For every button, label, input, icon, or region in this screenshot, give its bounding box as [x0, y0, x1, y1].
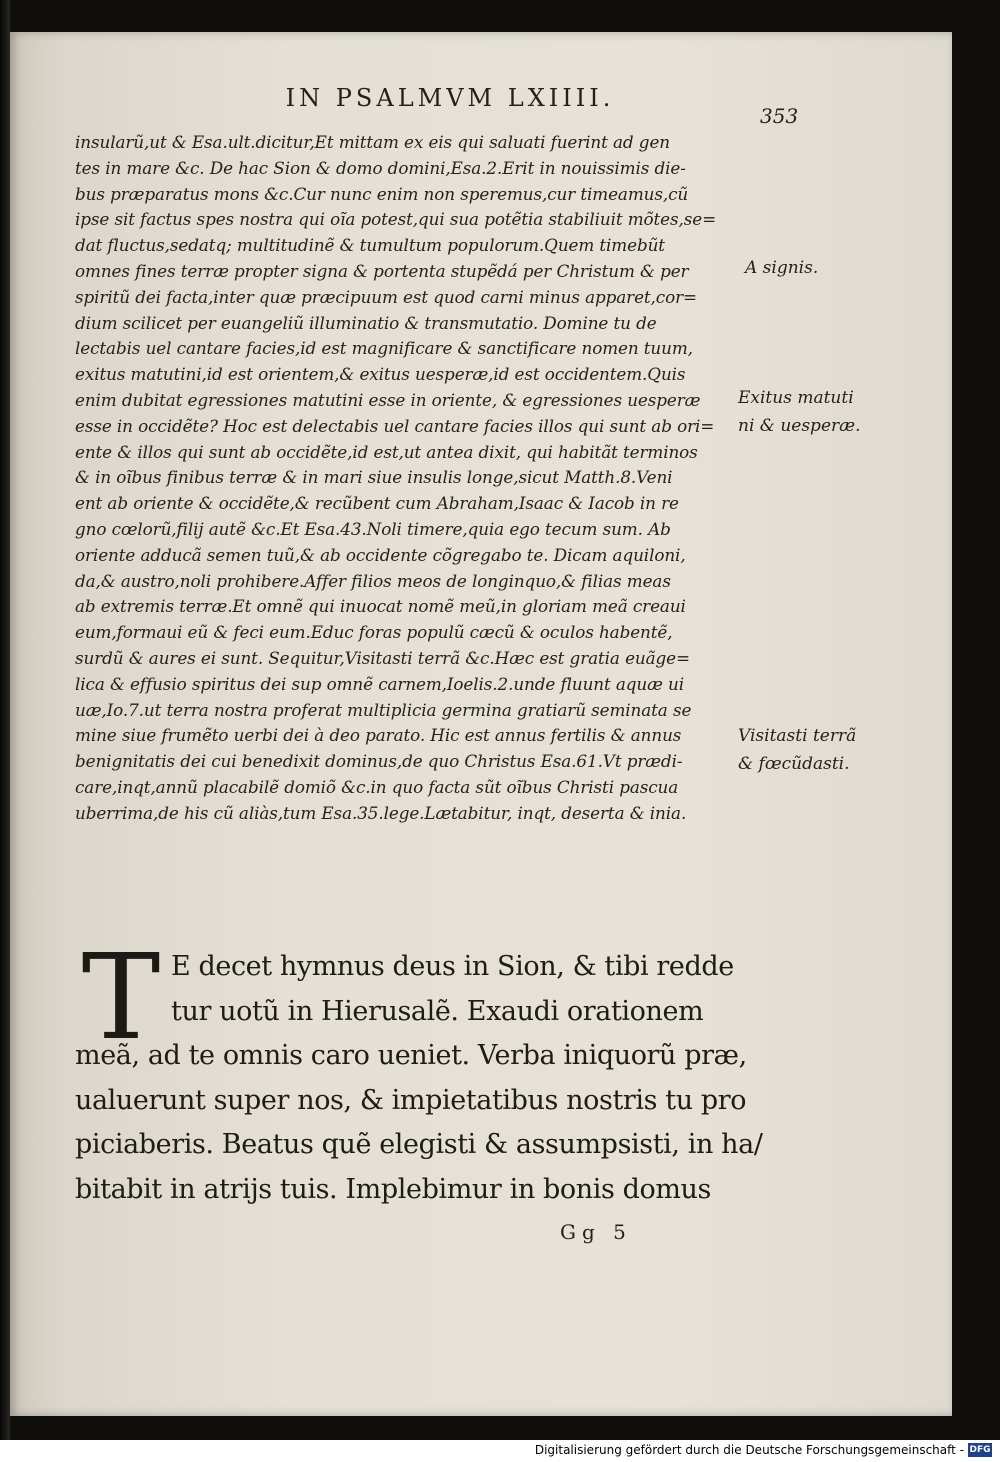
- commentary-line: uæ,Io.7.ut terra nostra proferat multiplicia germina gratiarũ seminata se: [75, 699, 692, 720]
- commentary-line: uberrima,de his cũ aliàs,tum Esa.35.lege.Lætabitur, inqt, deserta & inia.: [75, 802, 687, 823]
- marginal-note-a-signis: [745, 254, 818, 282]
- commentary-line: da,& austro,noli prohibere.Affer filios meos de longinquo,& filias meas: [75, 570, 671, 591]
- binding-edge: [0, 0, 10, 1440]
- commentary-line: lectabis uel cantare facies,id est magnificare & sanctificare nomen tuum,: [75, 338, 693, 359]
- marginal-note-line: & fœcũdasti.: [738, 754, 850, 774]
- commentary-line: ent ab oriente & occidẽte,& recũbent cum Abraham,Isaac & Iacob in re: [75, 493, 679, 514]
- commentary-line: lica & effusio spiritus dei sup omnẽ carnem,Ioelis.2.unde fluunt aquæ ui: [75, 673, 684, 694]
- footer-bar: [0, 1440, 1000, 1462]
- marginal-note-line: A signis.: [745, 258, 819, 278]
- psalm-line: meã, ad te omnis caro ueniet. Verba iniquorũ præ,: [75, 1040, 747, 1071]
- commentary-line: enim dubitat egressiones matutini esse in oriente, & egressiones uesperæ: [75, 389, 701, 410]
- marginal-note-line: Visitasti terrã: [738, 726, 857, 746]
- commentary-line: & in oĩbus finibus terræ & in mari siue insulis longe,sicut Matth.8.Veni: [75, 467, 673, 488]
- marginal-note-visitasti: [738, 722, 856, 778]
- footer-credit: Digitalisierung gefördert durch die Deutsche Forschungsgemeinschaft -: [534, 1443, 964, 1457]
- psalm-text-block: [75, 928, 763, 1212]
- commentary-line: benignitatis dei cui benedixit dominus,de quo Christus Esa.61.Vt prædi-: [75, 751, 683, 772]
- psalm-line: ualuerunt super nos, & impietatibus nostris tu pro: [75, 1084, 747, 1116]
- commentary-line: ente & illos qui sunt ab occidẽte,id est,ut antea dixit, qui habitãt terminos: [75, 441, 698, 462]
- commentary-line: gno cœlorũ,filij autẽ &c.Et Esa.43.Noli timere,quia ego tecum sum. Ab: [75, 518, 671, 539]
- commentary-line: dat fluctus,sedatq; multitudinẽ & tumultum populorum.Quem timebũt: [75, 235, 665, 256]
- signature-mark: Gg 5: [560, 1220, 632, 1244]
- commentary-line: eum,formaui eũ & feci eum.Educ foras populũ cæcũ & oculos habentẽ,: [75, 622, 673, 643]
- marginal-note-line: ni & uesperæ.: [738, 416, 861, 436]
- commentary-line: bus præparatus mons &c.Cur nunc enim non speremus,cur timeamus,cũ: [75, 183, 689, 204]
- decorated-initial: T: [81, 928, 161, 1066]
- commentary-line: surdũ & aures ei sunt. Sequitur,Visitasti terrã &c.Hæc est gratia euãge=: [75, 647, 690, 668]
- folio-number: 353: [760, 104, 799, 128]
- psalm-line: E decet hymnus deus in Sion, & tibi redde: [171, 951, 734, 982]
- commentary-line: oriente adducã semen tuũ,& ab occidente cõgregabo te. Dicam aquiloni,: [75, 544, 686, 565]
- psalm-line: tur uotũ in Hierusalẽ. Exaudi orationem: [171, 995, 704, 1027]
- commentary-line: spiritũ dei facta,inter quæ præcipuum est quod carni minus apparet,cor=: [75, 286, 697, 307]
- marginal-note-exitus: [738, 384, 861, 440]
- commentary-line: esse in occidẽte? Hoc est delectabis uel cantare facies illos qui sunt ab ori=: [75, 415, 715, 436]
- commentary-line: insularũ,ut & Esa.ult.dicitur,Et mittam ex eis qui saluati fuerint ad gen: [75, 132, 670, 152]
- psalm-line: piciaberis. Beatus quẽ elegisti & assumpsisti, in ha/: [75, 1129, 763, 1160]
- commentary-line: dium scilicet per euangeliũ illuminatio & transmutatio. Domine tu de: [75, 312, 657, 333]
- marginal-note-line: Exitus matuti: [738, 388, 854, 408]
- commentary-line: ipse sit factus spes nostra qui oĩa potest,qui sua potẽtia stabiliuit mõtes,se=: [75, 209, 717, 230]
- commentary-block: [75, 130, 735, 827]
- commentary-line: care,inqt,annũ placabilẽ domiõ &c.in quo facta sũt oĩbus Christi pascua: [75, 776, 679, 797]
- commentary-line: omnes fines terræ propter signa & portenta stupẽdá per Christum & per: [75, 260, 689, 281]
- dfg-logo-icon[interactable]: DFG: [969, 1445, 991, 1455]
- psalm-line: bitabit in atrijs tuis. Implebimur in bonis domus: [75, 1173, 711, 1205]
- commentary-line: tes in mare &c. De hac Sion & domo domini,Esa.2.Erit in nouissimis die-: [75, 157, 686, 178]
- commentary-line: ab extremis terræ.Et omnẽ qui inuocat nomẽ meũ,in gloriam meã creaui: [75, 596, 686, 617]
- running-title: IN PSALMVM LXIIII.: [285, 84, 615, 112]
- commentary-line: exitus matutini,id est orientem,& exitus uesperæ,id est occidentem.Quis: [75, 364, 686, 385]
- commentary-line: mine siue frumẽto uerbi dei à deo parato. Hic est annus fertilis & annus: [75, 725, 682, 746]
